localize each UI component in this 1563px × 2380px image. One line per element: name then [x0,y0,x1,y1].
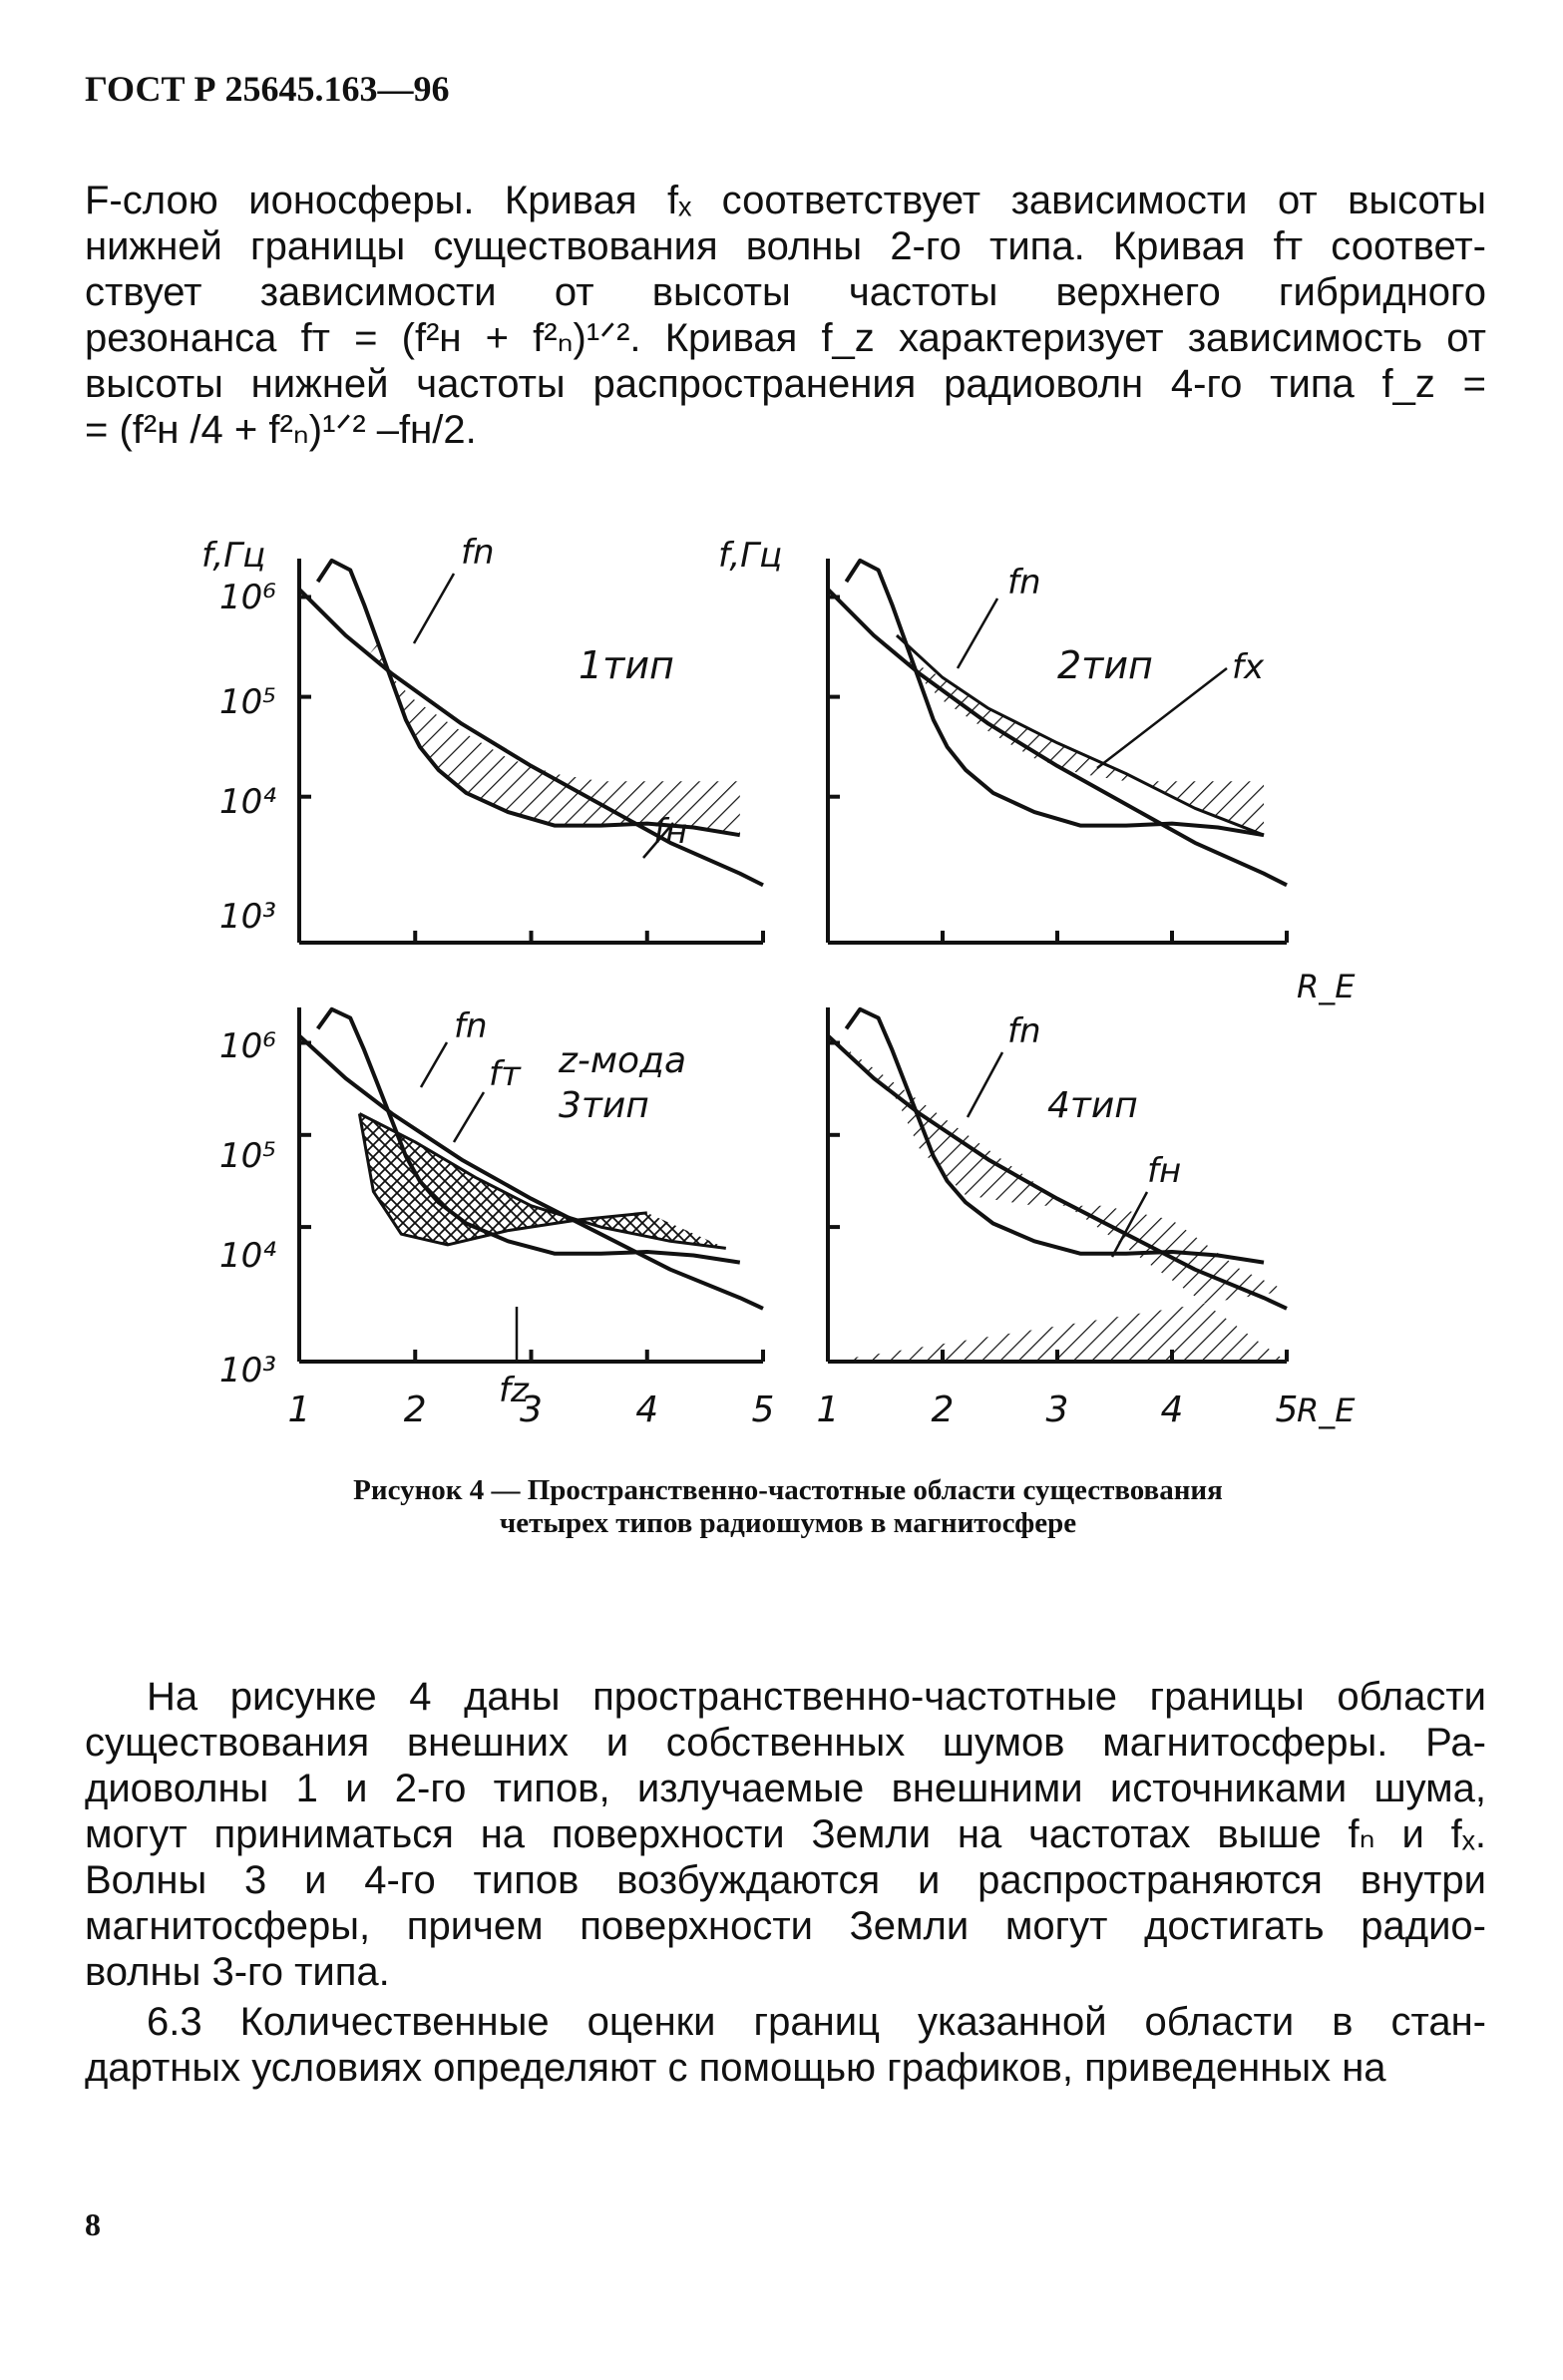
x-tick-label: 4 [635,1389,659,1430]
document-header: ГОСТ Р 25645.163—96 [85,69,450,109]
caption-line: Рисунок 4 — Пространственно-частотные области существования [353,1474,1223,1506]
curve-label: fн [653,812,688,852]
panel-type-label: 2тип [1057,643,1153,687]
y-tick-label: 10⁶ [219,1026,276,1066]
text-line: нижней границы существования волны 2-го типа. Кривая fᴛ соответ- [85,224,1486,268]
curve-label: fx [1232,647,1265,687]
text-line: дартных условиях определяют с помощью графиков, приведенных на [85,2046,1386,2090]
x-tick-label: 5 [1275,1389,1299,1430]
y-tick-label: 10⁴ [219,782,276,822]
text-line: 6.3 Количественные оценки границ указанной области в стан- [147,2000,1486,2044]
y-tick-label: 10⁵ [219,682,276,722]
panel-mode-label: z-мода [559,1040,687,1081]
text-line: резонанса fᴛ = (f²ʜ + f²ₙ)¹ᐟ². Кривая f_z характеризует зависимость от [85,316,1486,360]
curve-label: fт [489,1054,521,1094]
curve-label: fn [461,533,495,573]
curve-fh [299,590,763,886]
figure-4-drawing [199,529,1376,1526]
y-tick-label: 10⁵ [219,1136,276,1176]
x-tick-label: 3 [520,1389,543,1430]
x-tick-label: 1 [287,1389,311,1430]
crosshatched-region-type3 [359,1114,725,1249]
label-leader-line [454,1092,484,1142]
text-line: существования внешних и собственных шумов магнитосферы. Ра- [85,1721,1486,1765]
curve-label: fн [1147,1151,1182,1191]
text-line: магнитосферы, причем поверхности Земли могут достигать радио- [85,1904,1486,1948]
section-paragraph [85,1999,1486,2091]
x-tick-label: 2 [403,1389,427,1430]
text-line: = (f²ʜ /4 + f²ₙ)¹ᐟ² –fʜ/2. [85,408,477,452]
text-line: Волны 3 и 4-го типов возбуждаются и распространяются внутри [85,1858,1486,1902]
y-tick-label: 10⁶ [219,578,276,617]
figure-caption [199,1474,1376,1540]
caption-line: четырех типов радиошумов в магнитосфере [499,1507,1077,1539]
x-tick-label: 2 [931,1389,955,1430]
y-tick-label: 10³ [219,1351,276,1390]
panel-type-label: 3тип [559,1085,649,1126]
figure-4 [199,529,1376,1526]
y-tick-label: 10⁴ [219,1236,276,1276]
panel-type-label: 1тип [579,643,674,687]
hatched-region-type1 [369,643,740,836]
text-line: F-слою ионосферы. Кривая fₓ соответствует зависимости от высоты [85,179,1486,222]
panel-type-label: 4тип [1047,1085,1138,1126]
label-leader-line [421,1042,447,1087]
page-number: 8 [85,2206,101,2242]
label-leader-line [414,574,454,643]
body-paragraph [85,1674,1486,1995]
text-line: диоволны 1 и 2-го типов, излучаемые внешними источниками шума, [85,1767,1486,1810]
text-line: высоты нижней частоты распространения радиоволн 4-го типа f_z = [85,362,1486,406]
curve-fn [846,1009,1264,1263]
label-leader-line [968,1052,1002,1117]
x-tick-label: 4 [1160,1389,1184,1430]
curve-label: fn [1007,563,1041,602]
x-tick-label: 1 [816,1389,840,1430]
curve-label: fn [454,1006,488,1046]
y-tick-label: 10³ [219,897,276,937]
y-axis-label-right: f,Гц [718,536,783,576]
text-line: волны 3-го типа. [85,1950,390,1994]
x-axis-label: R_E [1297,968,1356,1005]
x-tick-label: 5 [751,1389,775,1430]
x-axis-label: R_E [1297,1391,1356,1429]
curve-label: fz [499,1371,529,1410]
y-axis-label-top: f,Гц [201,536,266,576]
curve-fh [828,590,1287,886]
label-leader-line [958,598,997,668]
text-line: ствует зависимости от высоты частоты верхнего гибридного [85,270,1486,314]
x-tick-label: 3 [1045,1389,1069,1430]
text-line: могут приниматься на поверхности Земли на частотах выше fₙ и fₓ. [85,1812,1486,1856]
curve-label: fn [1007,1011,1041,1051]
intro-paragraph [85,178,1486,453]
text-line: На рисунке 4 даны пространственно-частотные границы области [147,1675,1486,1719]
